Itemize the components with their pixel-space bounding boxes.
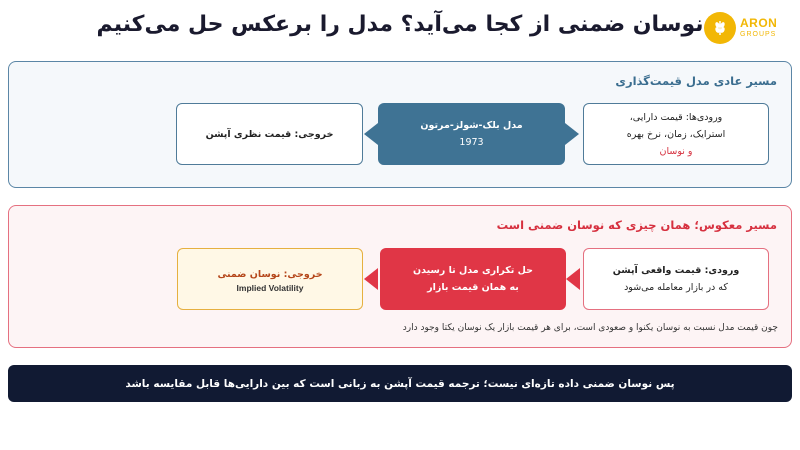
summary-banner: پس نوسان ضمنی داده تازه‌ای نیست؛ ترجمه قیمت آپشن به زبانی است که بین دارایی‌ها قابل مقایسه باشد (8, 365, 792, 402)
reverse-path-heading: مسیر معکوس؛ همان چیزی که نوسان ضمنی است (496, 218, 777, 232)
wheat-icon (704, 12, 736, 44)
reverse-input-line1: ورودی: قیمت واقعی آپشن (612, 265, 740, 276)
normal-input-box (583, 103, 769, 165)
normal-output-label: خروجی: قیمت نظری آپشن (205, 128, 334, 140)
normal-output-box (176, 103, 363, 165)
reverse-output-box (177, 248, 363, 310)
arrow-left-icon (364, 268, 378, 290)
model-year: 1973 (459, 137, 484, 148)
normal-input-line1: ورودی‌ها: قیمت دارایی، (629, 111, 723, 123)
arrow-left-icon (565, 123, 579, 145)
model-box (378, 103, 565, 165)
solver-box (380, 248, 566, 310)
solver-line1: حل تکراری مدل تا رسیدن (412, 265, 534, 276)
solver-line2: به همان قیمت بازار (427, 282, 519, 293)
normal-input-line2: استرایک، زمان، نرخ بهره (626, 128, 726, 140)
normal-path-heading: مسیر عادی مدل قیمت‌گذاری (615, 74, 777, 88)
logo-name: ARON (740, 16, 778, 30)
arrow-left-icon (566, 268, 580, 290)
reverse-input-box (583, 248, 769, 310)
page-title: نوسان ضمنی از کجا می‌آید؟ مدل را برعکس حل می‌کنیم (96, 12, 704, 37)
reverse-output-english: Implied Volatility (236, 282, 304, 293)
logo-sub: GROUPS (740, 31, 777, 38)
reverse-output-label: خروجی: نوسان ضمنی (217, 268, 323, 280)
aron-logo (704, 10, 794, 50)
reverse-input-line2: که در بازار معامله می‌شود (624, 282, 728, 293)
normal-input-line3: و نوسان (659, 145, 693, 157)
reverse-footnote: چون قیمت مدل نسبت به نوسان یکنوا و صعودی است، برای هر قیمت بازار یک نوسان یکتا وجود دارد (402, 323, 778, 333)
model-name: مدل بلک-شولز-مرتون (420, 120, 523, 131)
arrow-left-icon (364, 123, 378, 145)
